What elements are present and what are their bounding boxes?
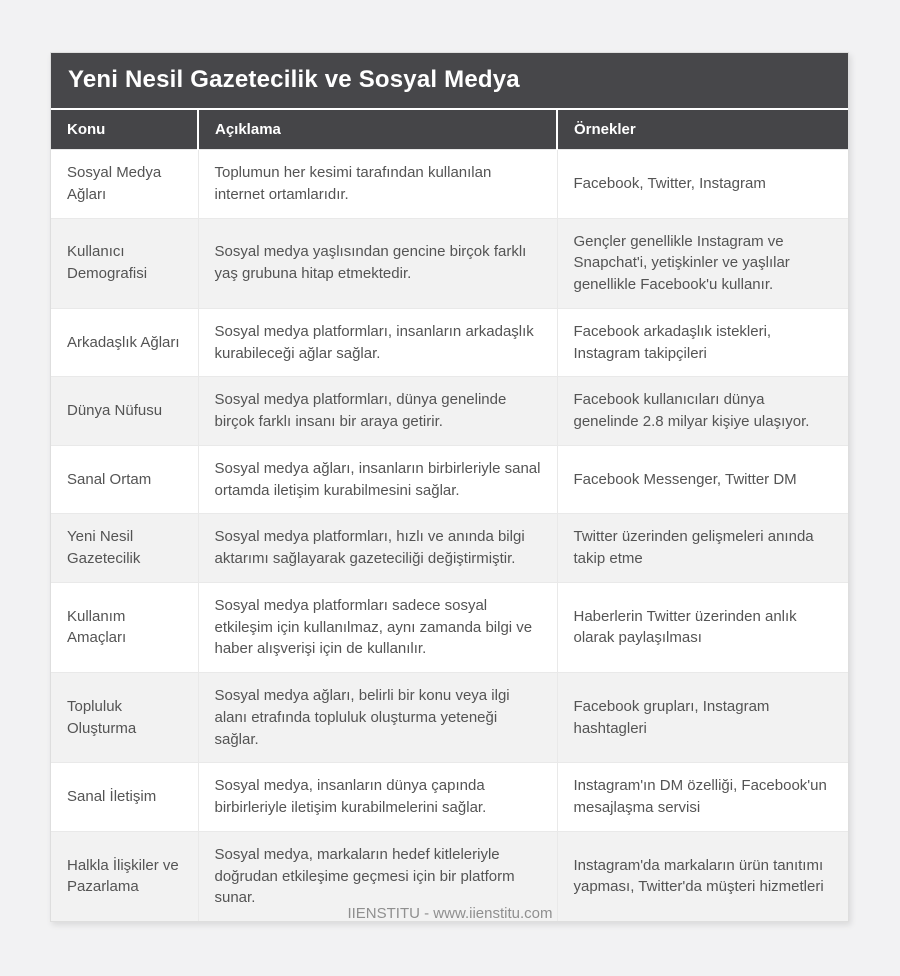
cell-konu: Yeni Nesil Gazetecilik [51,514,198,583]
cell-konu: Arkadaşlık Ağları [51,308,198,377]
cell-konu: Sanal İletişim [51,763,198,832]
cell-konu: Kullanıcı Demografisi [51,218,198,308]
cell-ornekler: Facebook kullanıcıları dünya genelinde 2.8 milyar kişiye ulaşıyor. [557,377,848,446]
cell-ornekler: Facebook grupları, Instagram hashtagleri [557,673,848,763]
cell-ornekler: Haberlerin Twitter üzerinden anlık olarak paylaşılması [557,582,848,672]
cell-konu: Sanal Ortam [51,445,198,514]
table-row [51,763,848,832]
cell-aciklama: Sosyal medya, markaların hedef kitleleriyle doğrudan etkileşime geçmesi için bir platform sunar. [198,831,557,921]
footer-credit: IIENSTITU - www.iienstitu.com [347,905,553,922]
cell-ornekler: Twitter üzerinden gelişmeleri anında takip etme [557,514,848,583]
cell-ornekler: Instagram'ın DM özelliği, Facebook'un mesajlaşma servisi [557,763,848,832]
cell-konu: Kullanım Amaçları [51,582,198,672]
cell-ornekler: Instagram'da markaların ürün tanıtımı yapması, Twitter'da müşteri hizmetleri [557,831,848,921]
column-header-aciklama: Açıklama [198,110,557,150]
cell-ornekler: Facebook, Twitter, Instagram [557,150,848,219]
column-header-konu: Konu [51,110,198,150]
cell-aciklama: Sosyal medya platformları, insanların arkadaşlık kurabileceği ağlar sağlar. [198,308,557,377]
cell-aciklama: Toplumun her kesimi tarafından kullanılan internet ortamlarıdır. [198,150,557,219]
social-media-table [51,110,848,921]
cell-konu: Sosyal Medya Ağları [51,150,198,219]
cell-aciklama: Sosyal medya, insanların dünya çapında birbirleriyle iletişim kurabilmelerini sağlar. [198,763,557,832]
cell-aciklama: Sosyal medya ağları, belirli bir konu veya ilgi alanı etrafında topluluk oluşturma yeteneği sağlar. [198,673,557,763]
cell-konu: Topluluk Oluşturma [51,673,198,763]
table-row [51,514,848,583]
page-title: Yeni Nesil Gazetecilik ve Sosyal Medya [51,53,848,110]
table-row [51,582,848,672]
cell-aciklama: Sosyal medya platformları, dünya genelinde birçok farklı insanı bir araya getirir. [198,377,557,446]
content-card [50,52,849,922]
column-header-ornekler: Örnekler [557,110,848,150]
table-row [51,218,848,308]
cell-ornekler: Facebook Messenger, Twitter DM [557,445,848,514]
table-row [51,673,848,763]
cell-aciklama: Sosyal medya platformları sadece sosyal etkileşim için kullanılmaz, aynı zamanda bilgi ve haber alışverişi için de kullanılır. [198,582,557,672]
cell-ornekler: Facebook arkadaşlık istekleri, Instagram takipçileri [557,308,848,377]
table-header-row [51,110,848,150]
cell-aciklama: Sosyal medya platformları, hızlı ve anında bilgi aktarımı sağlayarak gazeteciliği değiştirmiştir. [198,514,557,583]
cell-aciklama: Sosyal medya ağları, insanların birbirleriyle sanal ortamda iletişim kurabilmesini sağlar. [198,445,557,514]
cell-ornekler: Gençler genellikle Instagram ve Snapchat'i, yetişkinler ve yaşlılar genellikle Facebook'u kullanır. [557,218,848,308]
cell-konu: Dünya Nüfusu [51,377,198,446]
cell-aciklama: Sosyal medya yaşlısından gencine birçok farklı yaş grubuna hitap etmektedir. [198,218,557,308]
cell-konu: Halkla İlişkiler ve Pazarlama [51,831,198,921]
table-row [51,308,848,377]
table-row [51,377,848,446]
table-row [51,445,848,514]
table-row [51,150,848,219]
